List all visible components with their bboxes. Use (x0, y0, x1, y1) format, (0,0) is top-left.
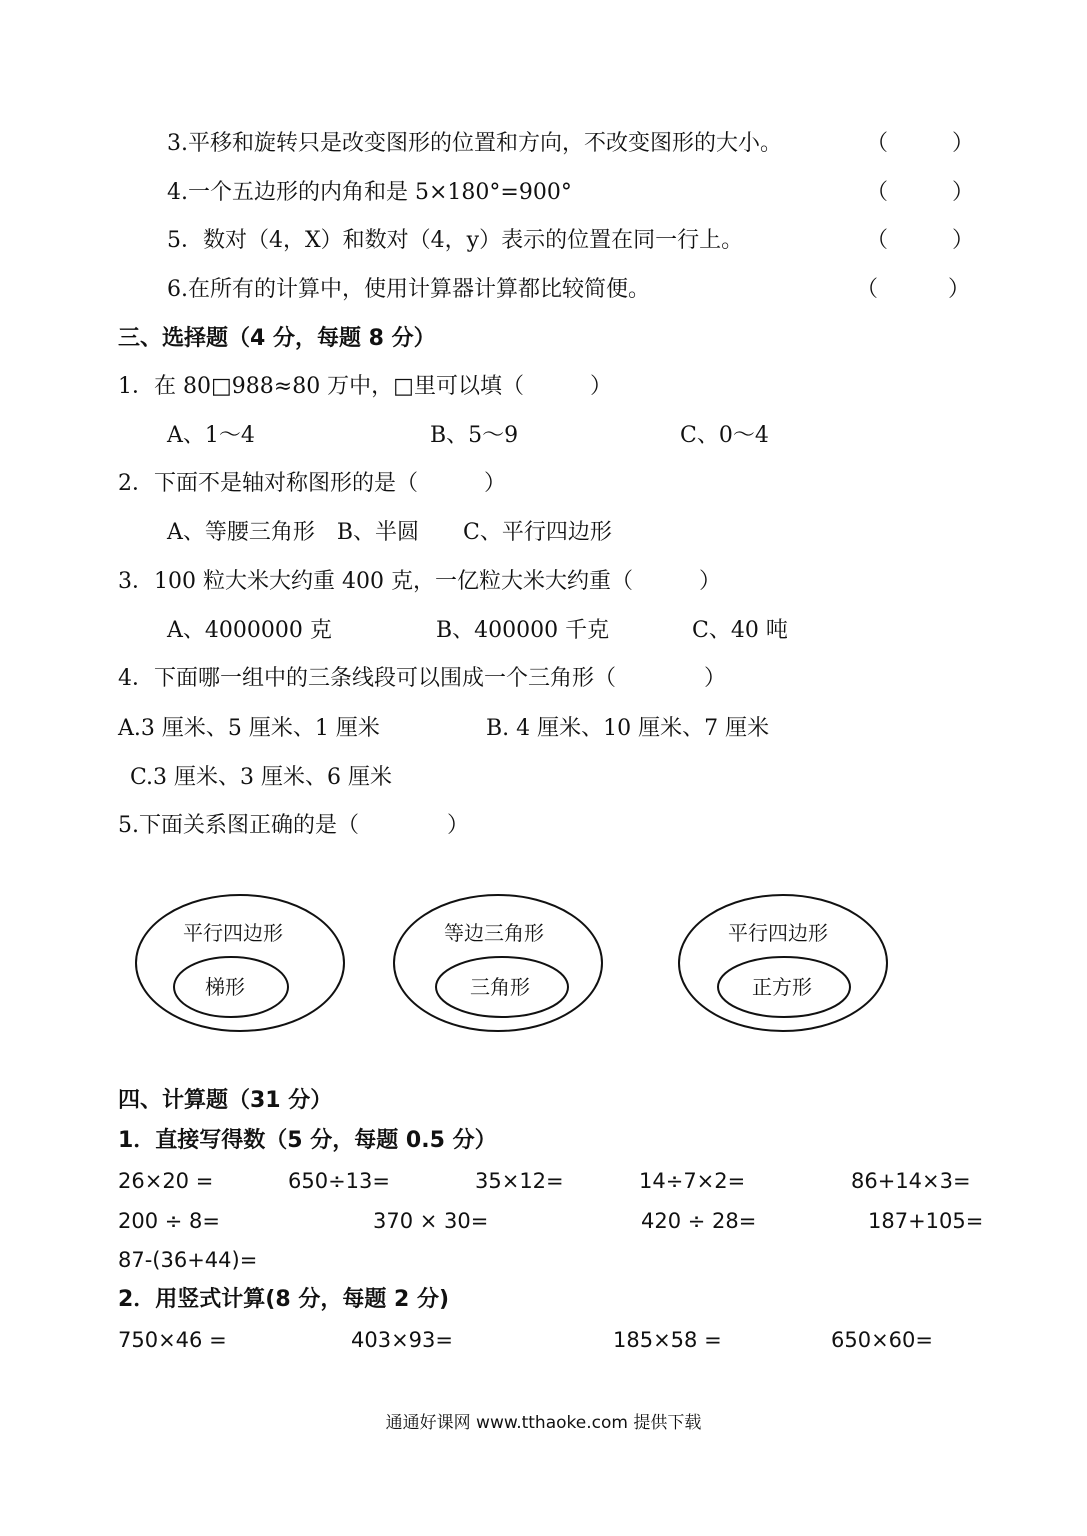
calc-sub-heading-1: 1．直接写得数（5 分，每题 0.5 分） (118, 1128, 497, 1153)
choice-q4-option-a: A.3 厘米、5 厘米、1 厘米 (118, 716, 380, 741)
choice-q2-stem: 2．下面不是轴对称图形的是（ ） (118, 471, 506, 496)
venn-outer-label: 等边三角形 (444, 921, 544, 945)
choice-q2-options: A、等腰三角形 B、半圆 C、平行四边形 (167, 520, 612, 545)
calc-expression: 650÷13= (288, 1169, 390, 1193)
answer-paren-right: ） (952, 180, 975, 205)
calc-expression: 403×93= (351, 1328, 453, 1352)
calc-expression: 86+14×3= (851, 1169, 971, 1193)
answer-paren-left: （ (856, 277, 879, 302)
venn-option-b (394, 895, 602, 1031)
choice-q4-option-c: C.3 厘米、3 厘米、6 厘米 (130, 765, 393, 790)
venn-outer-label: 平行四边形 (728, 921, 828, 945)
venn-option-c (679, 895, 887, 1031)
calc-expression: 185×58 = (613, 1328, 722, 1352)
calc-expression: 370 × 30= (373, 1209, 489, 1233)
judge-item-3: 3.平移和旋转只是改变图形的位置和方向，不改变图形的大小。 (167, 131, 782, 156)
choice-q5-stem: 5.下面关系图正确的是（ ） (118, 813, 469, 838)
choice-q3-option-a: A、4000000 克 (167, 618, 332, 643)
venn-inner-label: 梯形 (205, 975, 245, 999)
choice-q1-option-c: C、0～4 (680, 423, 769, 448)
calc-expression: 420 ÷ 28= (641, 1209, 757, 1233)
choice-q3-option-c: C、40 吨 (692, 618, 788, 643)
choice-q3-option-b: B、400000 千克 (436, 618, 610, 643)
choice-q1-stem: 1．在 80□988≈80 万中，□里可以填（ ） (118, 374, 612, 399)
answer-paren-left: （ (866, 131, 889, 156)
answer-paren-left: （ (866, 228, 889, 253)
venn-outer-ellipse (136, 895, 344, 1031)
answer-paren-right: ） (952, 131, 975, 156)
venn-inner-label: 正方形 (752, 975, 812, 999)
section-heading-calc: 四、计算题（31 分） (118, 1088, 333, 1113)
page-footer: 通通好课网 www.tthaoke.com 提供下载 (385, 1413, 702, 1433)
calc-expression: 650×60= (831, 1328, 933, 1352)
choice-q1-option-a: A、1～4 (167, 423, 255, 448)
venn-outer-ellipse (679, 895, 887, 1031)
answer-paren-right: ） (952, 228, 975, 253)
venn-option-a (136, 895, 344, 1031)
venn-inner-label: 三角形 (470, 975, 530, 999)
calc-expression: 187+105= (868, 1209, 984, 1233)
answer-paren-right: ） (948, 277, 971, 302)
calc-expression: 14÷7×2= (639, 1169, 746, 1193)
judge-item-5: 5．数对（4，X）和数对（4，y）表示的位置在同一行上。 (167, 228, 744, 253)
section-heading-choice: 三、选择题（4 分，每题 8 分） (118, 326, 436, 351)
calc-expression: 87-(36+44)= (118, 1248, 258, 1272)
choice-q4-option-b: B. 4 厘米、10 厘米、7 厘米 (486, 716, 770, 741)
calc-expression: 750×46 = (118, 1328, 227, 1352)
calc-expression: 26×20 = (118, 1169, 214, 1193)
choice-q4-stem: 4．下面哪一组中的三条线段可以围成一个三角形（ ） (118, 666, 726, 691)
choice-q3-stem: 3．100 粒大米大约重 400 克，一亿粒大米大约重（ ） (118, 569, 721, 594)
judge-item-6: 6.在所有的计算中，使用计算器计算都比较简便。 (167, 277, 650, 302)
calc-expression: 200 ÷ 8= (118, 1209, 220, 1233)
answer-paren-left: （ (866, 180, 889, 205)
judge-item-4: 4.一个五边形的内角和是 5×180°=900° (167, 180, 572, 205)
calc-expression: 35×12= (475, 1169, 564, 1193)
choice-q1-option-b: B、5～9 (430, 423, 519, 448)
calc-sub-heading-2: 2．用竖式计算(8 分，每题 2 分) (118, 1287, 450, 1312)
venn-outer-ellipse (394, 895, 602, 1031)
venn-outer-label: 平行四边形 (183, 921, 283, 945)
